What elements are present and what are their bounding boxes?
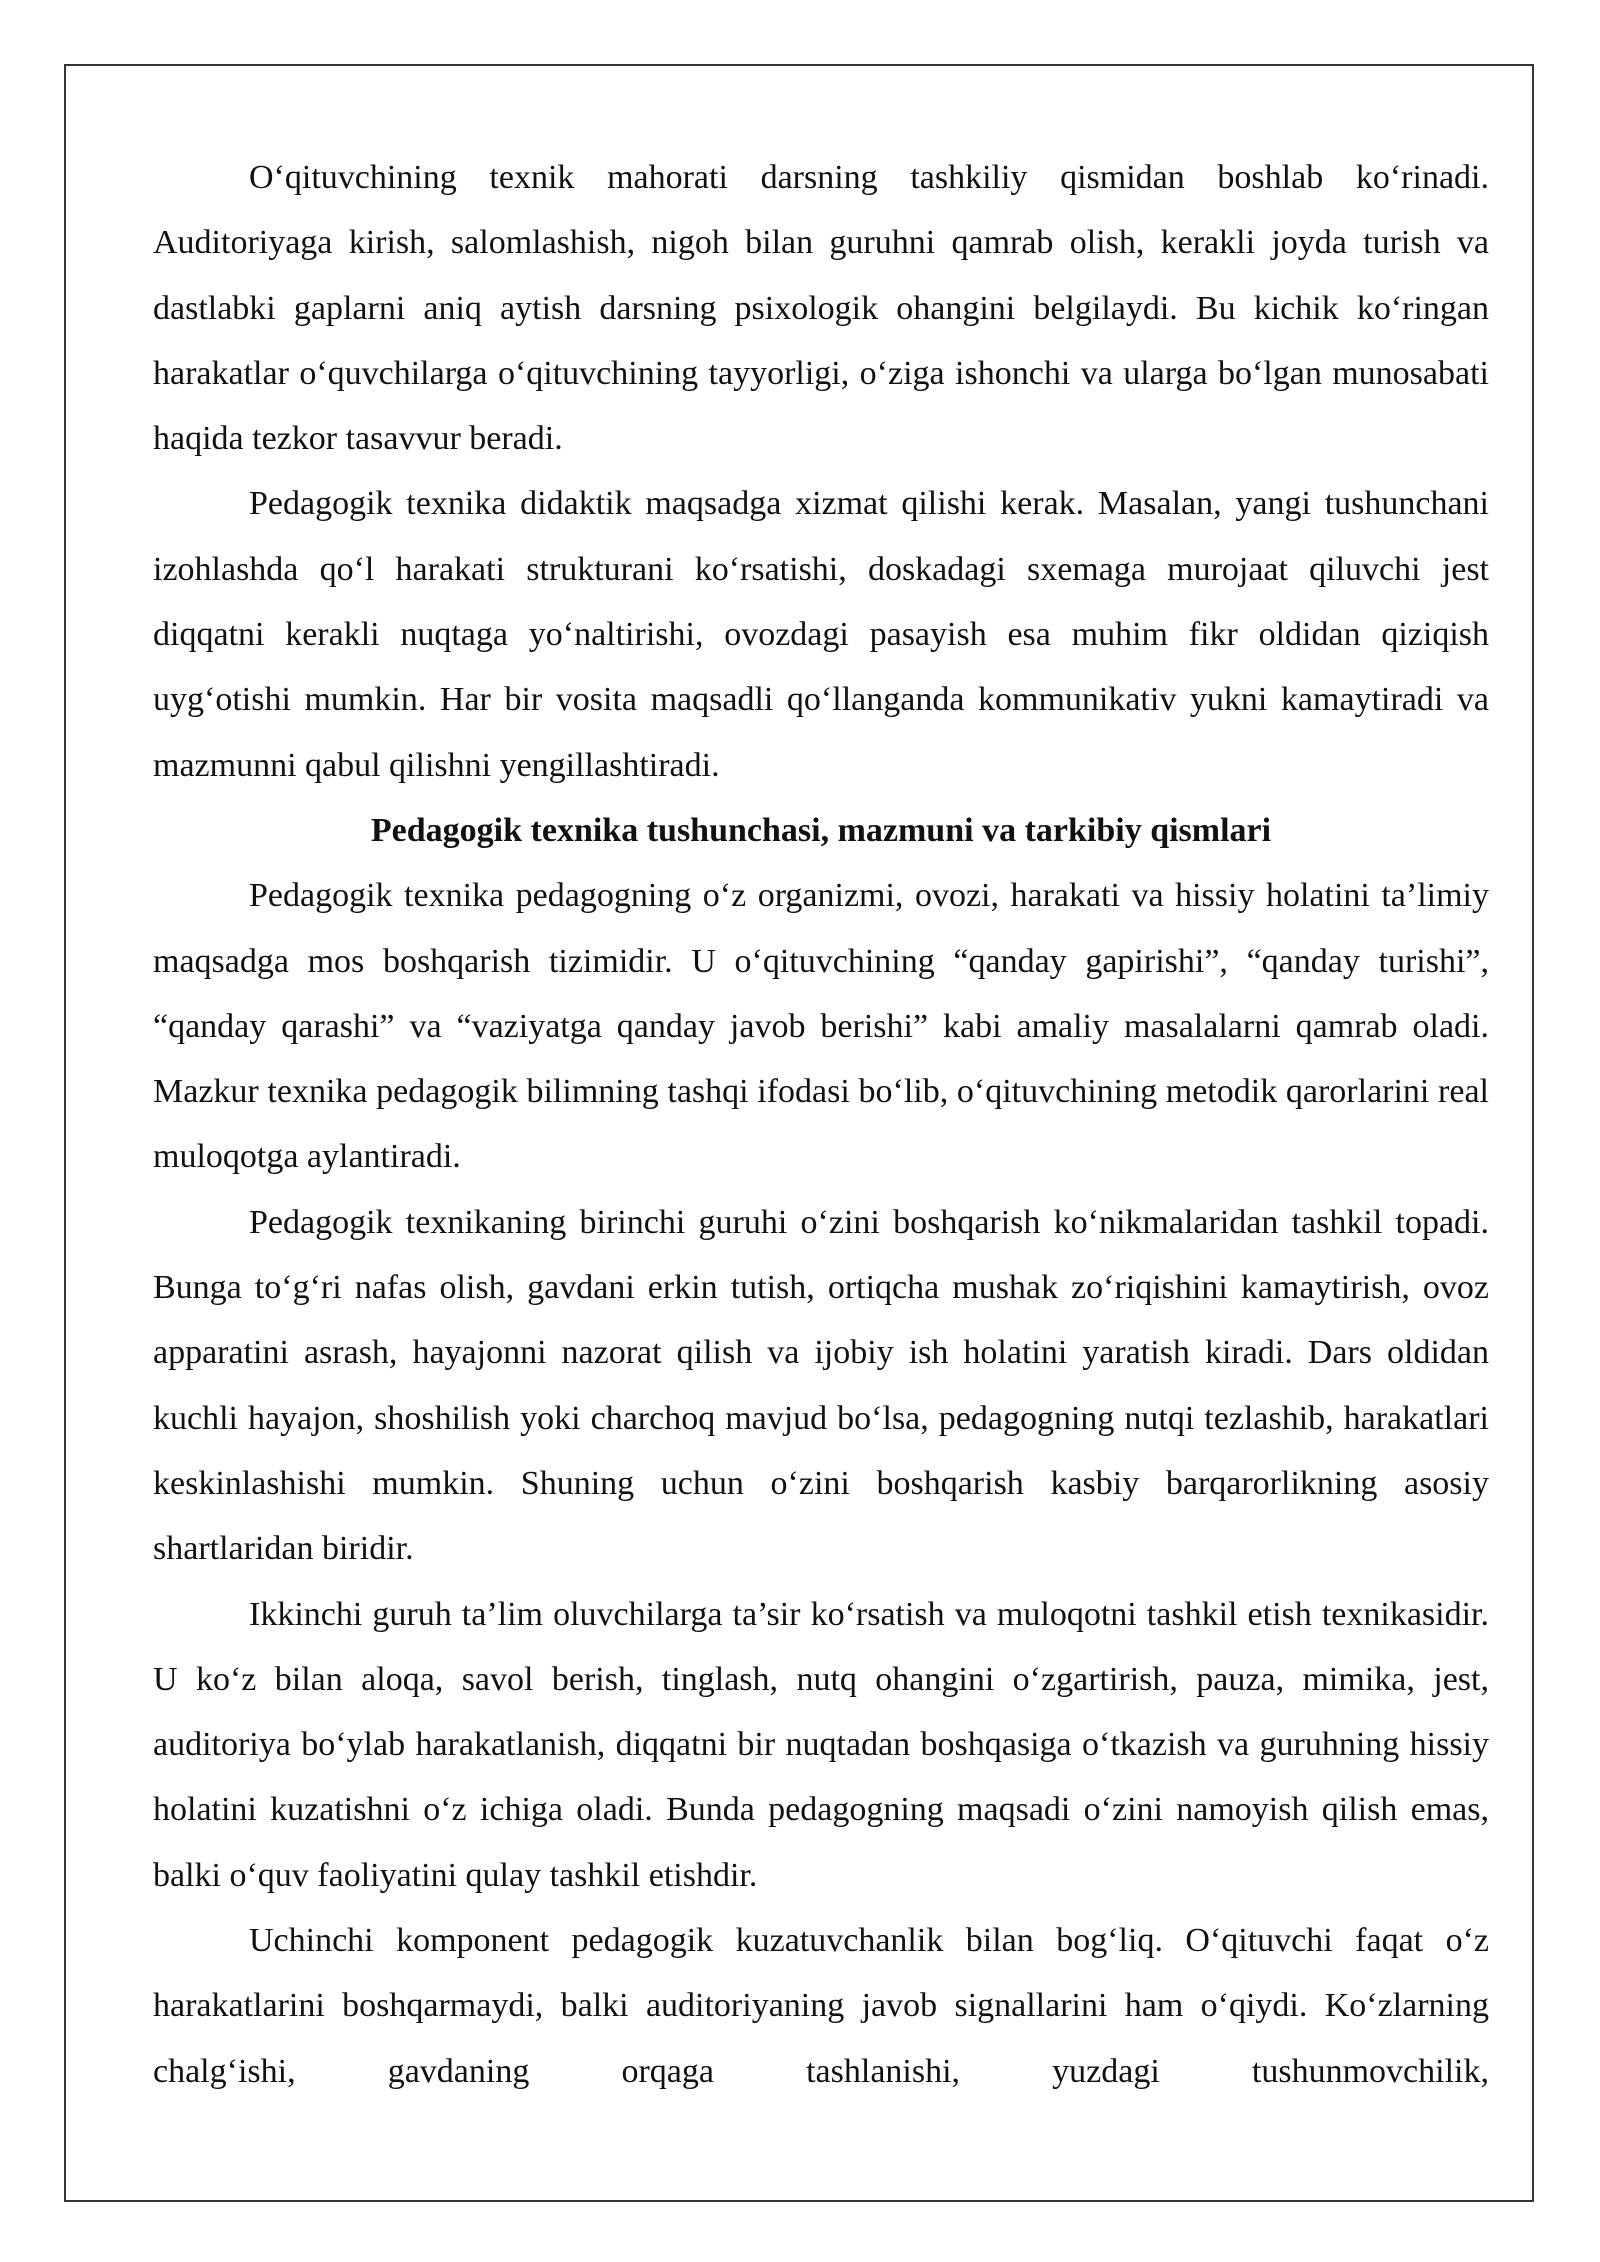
paragraph-section-2: Pedagogik texnikaning birinchi guruhi o‘zini boshqarish ko‘nikmalaridan tashkil topadi. Bunga to‘g‘ri nafas olish, gavdani erkin tutish, ortiqcha mushak zo‘riqishini kamaytirish, ovoz apparatini asrash, hayajonni nazorat qilish va ijobiy ish holatini yaratish kiradi. Dars oldidan kuchli hayajon, shoshilish yoki charchoq mavjud bo‘lsa, pedagogning nutqi tezlashib, harakatlari keskinlashishi mumkin. Shuning uchun o‘zini boshqarish kasbiy barqarorlikning asosiy shartlaridan biridir. [153, 1203, 1489, 1568]
paragraph-intro-2: Pedagogik texnika didaktik maqsadga xizmat qilishi kerak. Masalan, yangi tushunchani izohlashda qo‘l harakati strukturani ko‘rsatishi, doskadagi sxemaga murojaat qiluvchi jest diqqatni kerakli nuqtaga yo‘naltirishi, ovozdagi pasayish esa muhim fikr oldidan qiziqish uyg‘otishi mumkin. Har bir vosita maqsadli qo‘llanganda kommunikativ yukni kamaytiradi va mazmunni qabul qilishni yengillashtiradi. [153, 485, 1489, 784]
paragraph-section-4: Uchinchi komponent pedagogik kuzatuvchanlik bilan bog‘liq. O‘qituvchi faqat o‘z harakatlarini boshqarmaydi, balki auditoriyaning javob signallarini ham o‘qiydi. Ko‘zlarning chalg‘ishi, gavdaning orqaga tashlanishi, yuzdagi tushunmovchilik, [153, 1922, 1489, 2090]
paragraph-section-3: Ikkinchi guruh ta’lim oluvchilarga ta’sir ko‘rsatish va muloqotni tashkil etish texnikasidir. U ko‘z bilan aloqa, savol berish, tinglash, nutq ohangini o‘zgartirish, pauza, mimika, jest, auditoriya bo‘ylab harakatlanish, diqqatni bir nuqtadan boshqasiga o‘tkazish va guruhning hissiy holatini kuzatishni o‘z ichiga oladi. Bunda pedagogning maqsadi o‘zini namoyish qilish emas, balki o‘quv faoliyatini qulay tashkil etishdir. [153, 1595, 1489, 1894]
paragraph-section-1: Pedagogik texnika pedagogning o‘z organizmi, ovozi, harakati va hissiy holatini ta’limiy maqsadga mos boshqarish tizimidir. U o‘qituvchining “qanday gapirishi”, “qanday turishi”, “qanday qarashi” va “vaziyatga qanday javob berishi” kabi amaliy masalalarni qamrab oladi. Mazkur texnika pedagogik bilimning tashqi ifodasi bo‘lib, o‘qituvchining metodik qarorlarini real muloqotga aylantiradi. [153, 877, 1489, 1176]
section-heading: Pedagogik texnika tushunchasi, mazmuni va tarkibiy qismlari [370, 811, 1272, 849]
document-body [153, 145, 1489, 2104]
paragraph-intro-1: O‘qituvchining texnik mahorati darsning tashkiliy qismidan boshlab ko‘rinadi. Auditoriyaga kirish, salomlashish, nigoh bilan guruhni qamrab olish, kerakli joyda turish va dastlabki gaplarni aniq aytish darsning psixologik ohangini belgilaydi. Bu kichik ko‘ringan harakatlar o‘quvchilarga o‘qituvchining tayyorligi, o‘ziga ishonchi va ularga bo‘lgan munosabati haqida tezkor tasavvur beradi. [153, 159, 1489, 458]
